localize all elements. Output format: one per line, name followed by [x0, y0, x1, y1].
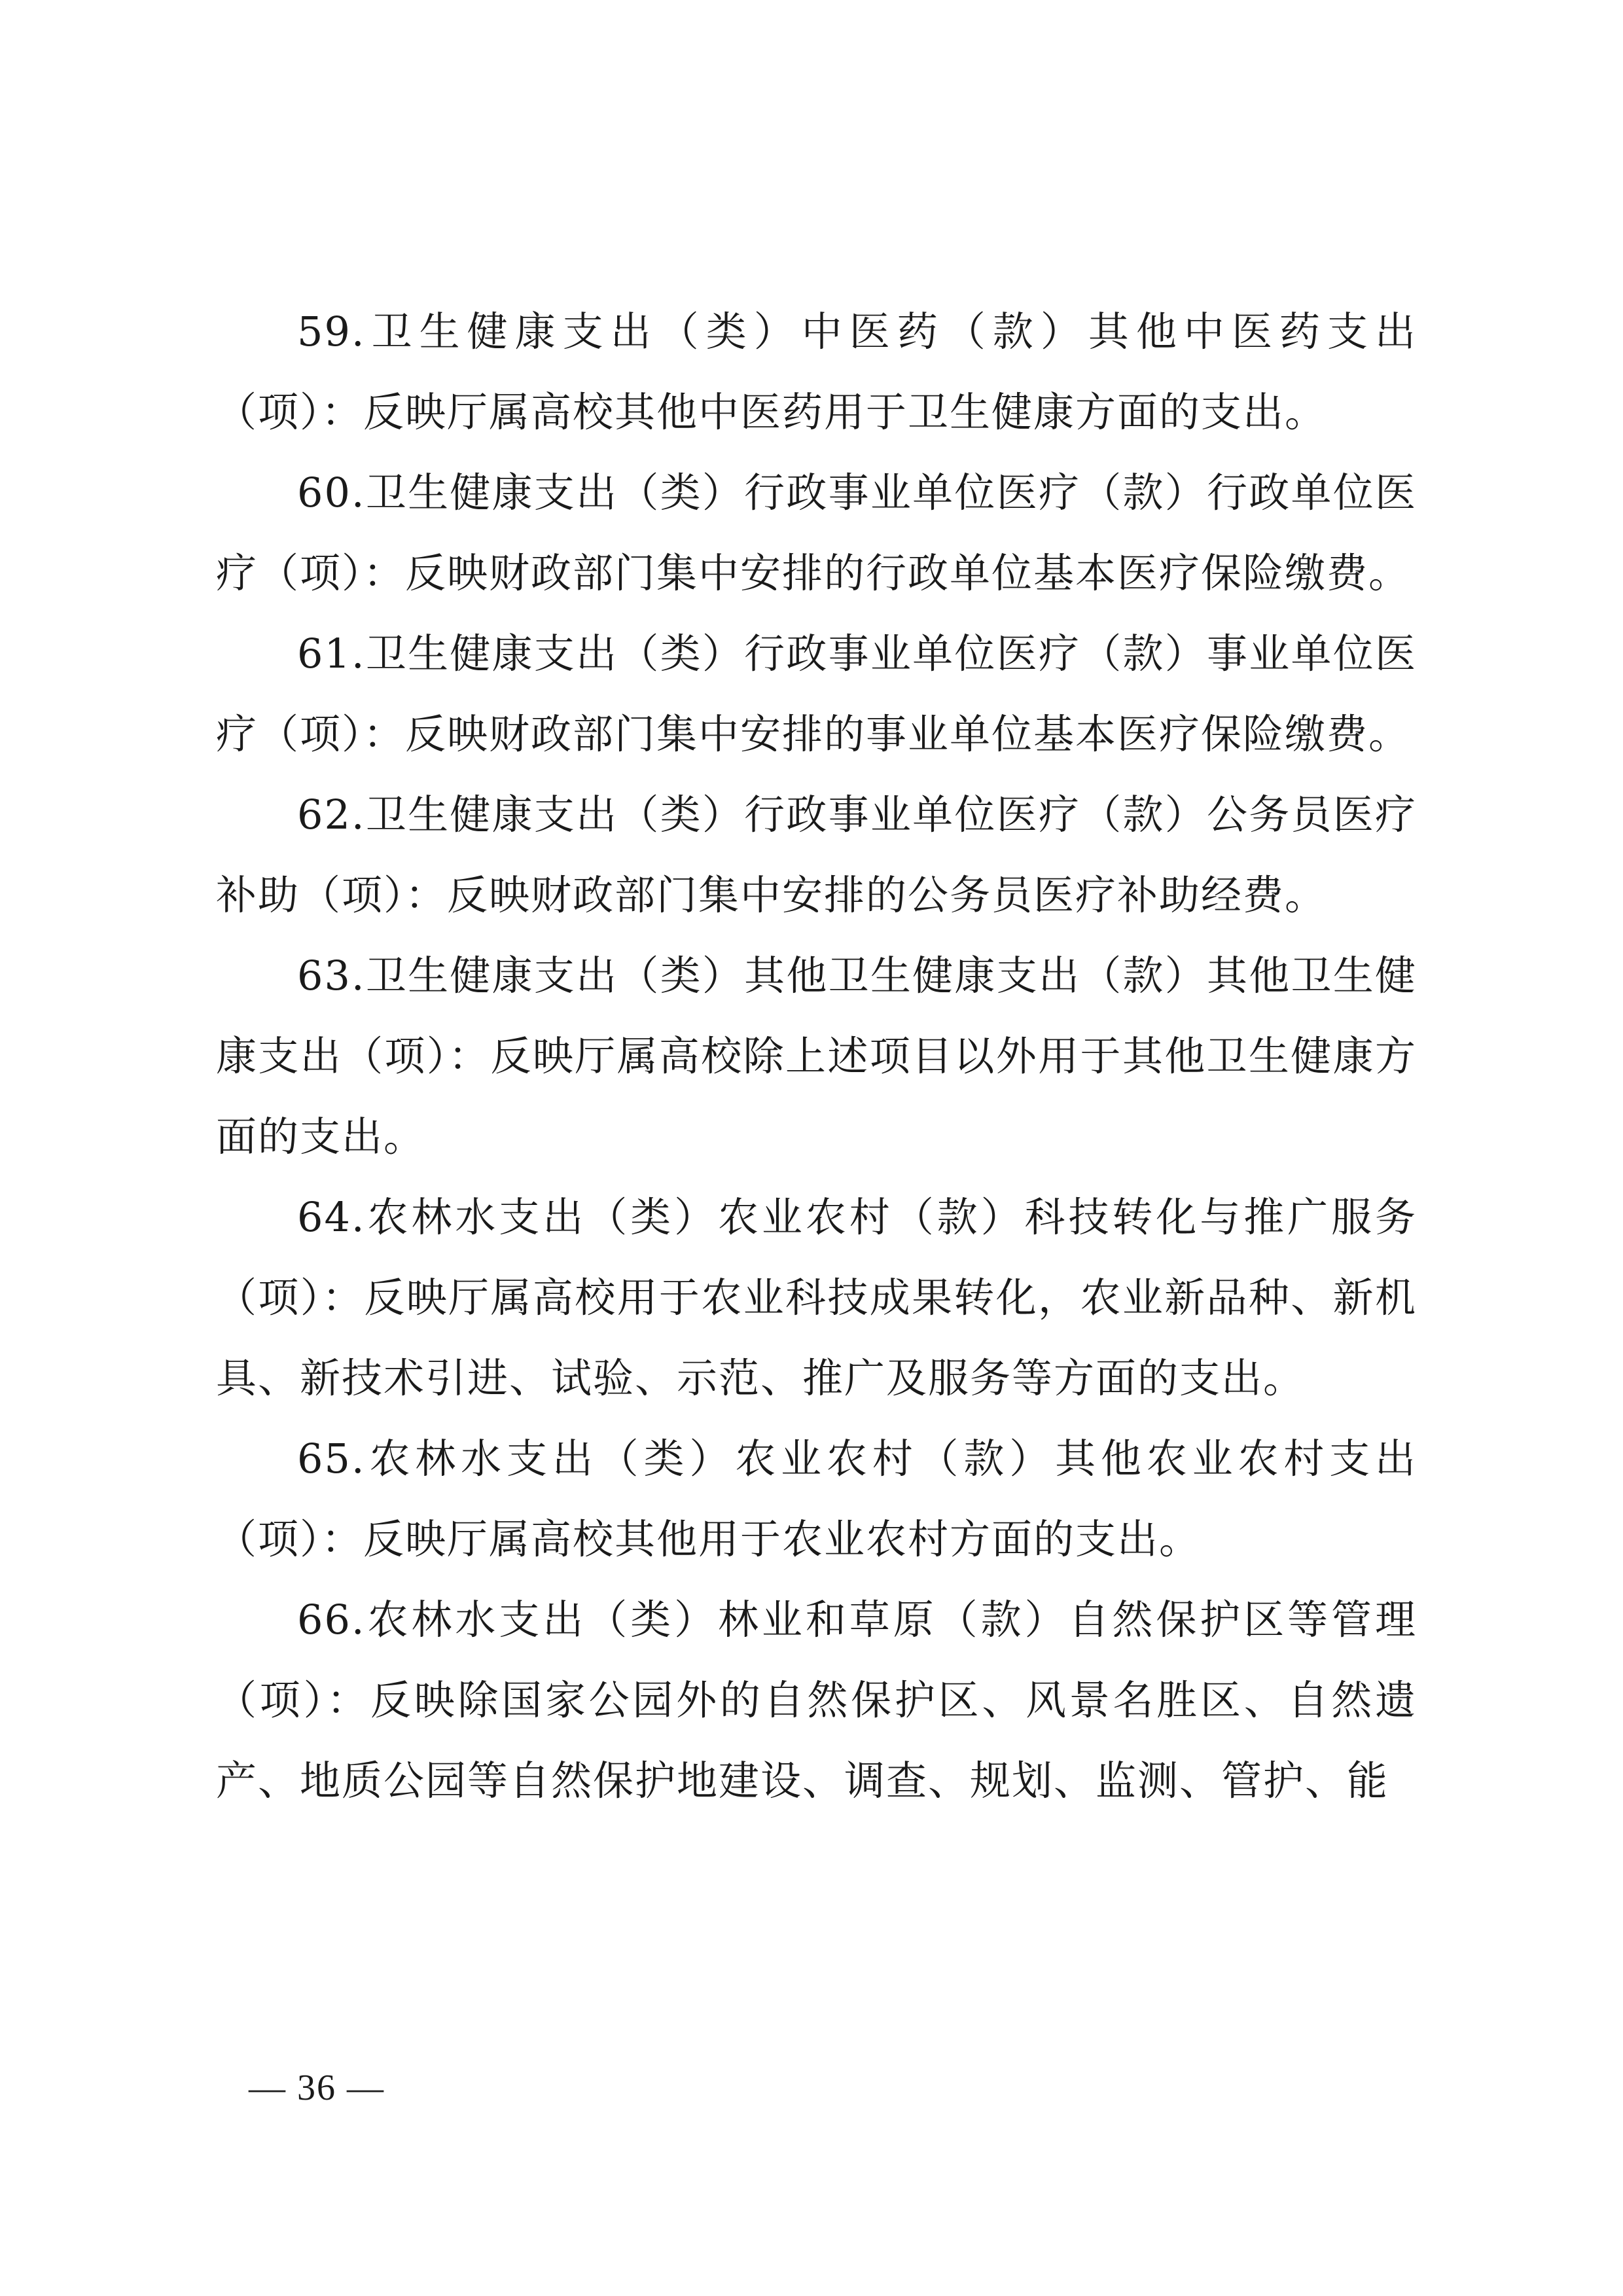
paragraph-65: 65.农林水支出（类）农业农村（款）其他农业农村支出（项）：反映厅属高校其他用于农业农村方面的支出。	[216, 1435, 1417, 1563]
paragraph-60: 60.卫生健康支出（类）行政事业单位医疗（款）行政单位医疗（项）：反映财政部门集中安排的行政单位基本医疗保险缴费。	[216, 469, 1417, 597]
paragraph-61: 61.卫生健康支出（类）行政事业单位医疗（款）事业单位医疗（项）：反映财政部门集中安排的事业单位基本医疗保险缴费。	[216, 630, 1417, 758]
paragraph-66: 66.农林水支出（类）林业和草原（款）自然保护区等管理（项）：反映除国家公园外的自然保护区、风景名胜区、自然遗产、地质公园等自然保护地建设、调查、规划、监测、管护、能	[216, 1596, 1417, 1804]
paragraph-59: 59.卫生健康支出（类）中医药（款）其他中医药支出（项）：反映厅属高校其他中医药用于卫生健康方面的支出。	[216, 308, 1417, 436]
body-text	[216, 291, 1417, 1821]
paragraph-62: 62.卫生健康支出（类）行政事业单位医疗（款）公务员医疗补助（项）：反映财政部门集中安排的公务员医疗补助经费。	[216, 791, 1417, 919]
page-number: — 36 —	[249, 2068, 385, 2108]
paragraph-64: 64.农林水支出（类）农业农村（款）科技转化与推广服务（项）：反映厅属高校用于农业科技成果转化，农业新品种、新机具、新技术引进、试验、示范、推广及服务等方面的支出。	[216, 1193, 1417, 1402]
paragraph-63: 63.卫生健康支出（类）其他卫生健康支出（款）其他卫生健康支出（项）：反映厅属高校除上述项目以外用于其他卫生健康方面的支出。	[216, 952, 1417, 1160]
